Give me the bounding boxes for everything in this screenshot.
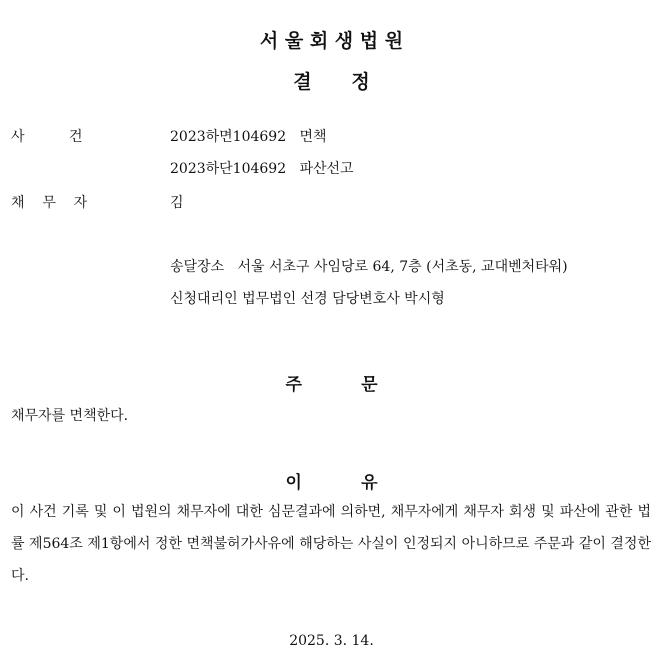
court-name: 서 울 회 생 법 원 (259, 30, 404, 52)
case-number-discharge: 2023하면104692 면책 (170, 129, 327, 145)
ruling-text: 채무자를 면책한다. (11, 408, 129, 424)
service-address: 송달장소 서울 서초구 사임당로 64, 7층 (서초동, 교대벤처타워) (170, 259, 568, 275)
decision-date: 2025. 3. 14. (289, 633, 374, 649)
ruling-heading: 주 문 (285, 375, 378, 395)
case-number-bankruptcy: 2023하단104692 파산선고 (170, 161, 354, 177)
case-label: 사 건 (11, 129, 83, 145)
reasons-text: 이 사건 기록 및 이 법원의 채무자에 대한 심문결과에 의하면, 채무자에게 채무자 회생 및 파산에 관한 법률 제564조 제1항에서 정한 면책불허가사유에 해당하는 사실이 인정되지 아니하므로 주문과 같이 결정한다. (11, 504, 651, 584)
debtor-label: 채 무 자 (11, 195, 88, 211)
applicant-agent: 신청대리인 법무법인 선경 담당변호사 박시형 (170, 291, 445, 307)
reasons-heading: 이 유 (285, 473, 378, 493)
debtor-name: 김 (170, 195, 184, 211)
document-type-title: 결 정 (293, 71, 370, 93)
